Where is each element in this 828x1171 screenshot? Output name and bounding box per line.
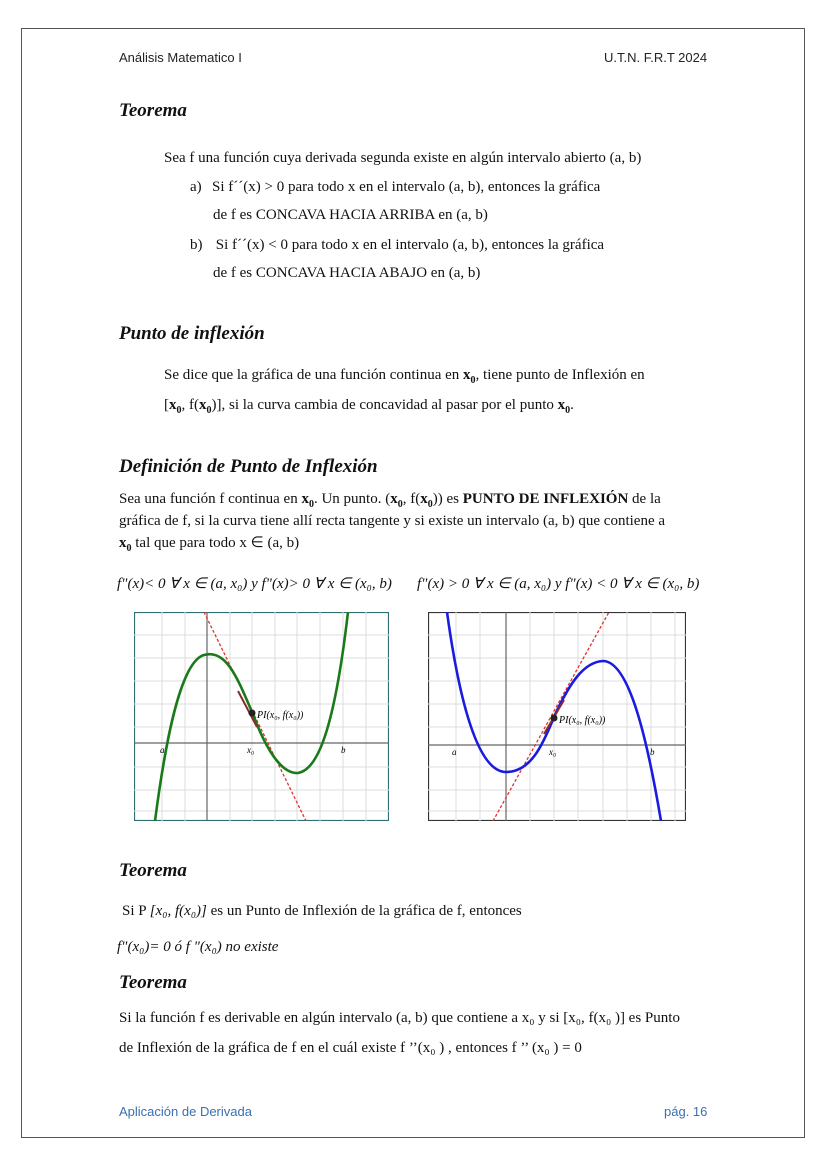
condition-left: f"(x)< 0 ∀ x ∈ (a, x₀) y f"(x)> 0 ∀ x ∈ (x₀, b) bbox=[117, 576, 392, 592]
graph-concave-up-to-down bbox=[428, 612, 686, 821]
theorem3-line2: de Inflexión de la gráfica de f en el cuál existe f ’’(x₀ ) , entonces f ’’ (x₀ ) = 0 bbox=[119, 1040, 582, 1056]
left-a-label: a bbox=[160, 745, 165, 755]
item-b-line2: de f es CONCAVA HACIA ABAJO en (a, b) bbox=[213, 265, 481, 281]
theorem2-title: Teorema bbox=[119, 860, 187, 881]
left-inflection-point bbox=[249, 710, 256, 717]
condition-right: f"(x) > 0 ∀ x ∈ (a, x₀) y f"(x) < 0 ∀ x ∈ (x₀, b) bbox=[417, 576, 700, 592]
item-a-line1: Si f´´(x) > 0 para todo x en el intervalo (a, b), entonces la gráfica bbox=[212, 179, 601, 195]
right-b-label: b bbox=[650, 747, 655, 757]
right-inflection-point bbox=[551, 715, 558, 722]
header-left: Análisis Matematico I bbox=[119, 50, 242, 65]
theorem-intro: Sea f una función cuya derivada segunda existe en algún intervalo abierto (a, b) bbox=[164, 150, 642, 166]
left-point-label: PI(x₀, f(x₀)) bbox=[257, 710, 304, 721]
theorem2-line2: f"(x₀)= 0 ó f "(x₀) no existe bbox=[117, 939, 279, 955]
graph-concave-down-to-up bbox=[134, 612, 389, 821]
left-b-label: b bbox=[341, 745, 346, 755]
theorem3-line1: Si la función f es derivable en algún intervalo (a, b) que contiene a x₀ y si [x₀, f(x₀ )] es Punto bbox=[119, 1010, 680, 1026]
right-x0-label: x₀ bbox=[549, 747, 557, 757]
inflection-title: Punto de inflexión bbox=[119, 323, 265, 344]
item-a-label: a) bbox=[190, 179, 202, 195]
header-right: U.T.N. F.R.T 2024 bbox=[604, 50, 708, 65]
item-b-label: b) bbox=[190, 237, 203, 253]
theorem-item-b bbox=[190, 238, 604, 253]
definition-line1: Sea una función f continua en $x_0$. Un punto. ($x_0$, $f(x_0)$) es PUNTO DE INFLEXIÓN de la bbox=[119, 491, 661, 510]
theorem-item-a bbox=[190, 180, 600, 195]
theorem3-title: Teorema bbox=[119, 972, 187, 993]
right-point-label: PI(x₀, f(x₀)) bbox=[559, 715, 606, 726]
inflection-line2: [$x_0$, $f(x_0)$], si la curva cambia de concavidad al pasar por el punto $x_0$. bbox=[164, 397, 574, 416]
definition-line2: gráfica de f, si la curva tiene allí recta tangente y si existe un intervalo (a, b) que contiene a bbox=[119, 513, 666, 529]
definition-title: Definición de Punto de Inflexión bbox=[119, 456, 378, 477]
item-a-line2: de f es CONCAVA HACIA ARRIBA en (a, b) bbox=[213, 207, 488, 223]
footer-left: Aplicación de Derivada bbox=[119, 1104, 252, 1119]
theorem-title: Teorema bbox=[119, 100, 187, 121]
footer-page-number: pág. 16 bbox=[664, 1104, 708, 1119]
left-x0-label: x₀ bbox=[247, 745, 255, 755]
right-a-label: a bbox=[452, 747, 457, 757]
item-b-line1: Si f´´(x) < 0 para todo x en el intervalo (a, b), entonces la gráfica bbox=[212, 237, 605, 253]
definition-line3: $x_0$ tal que para todo x ∈ (a, b) bbox=[119, 535, 300, 554]
theorem2-line1: Si P [x₀, f(x₀)] es un Punto de Inflexión de la gráfica de f, entonces bbox=[122, 903, 522, 919]
inflection-line1: Se dice que la gráfica de una función continua en $x_0$, tiene punto de Inflexión en bbox=[164, 367, 645, 386]
